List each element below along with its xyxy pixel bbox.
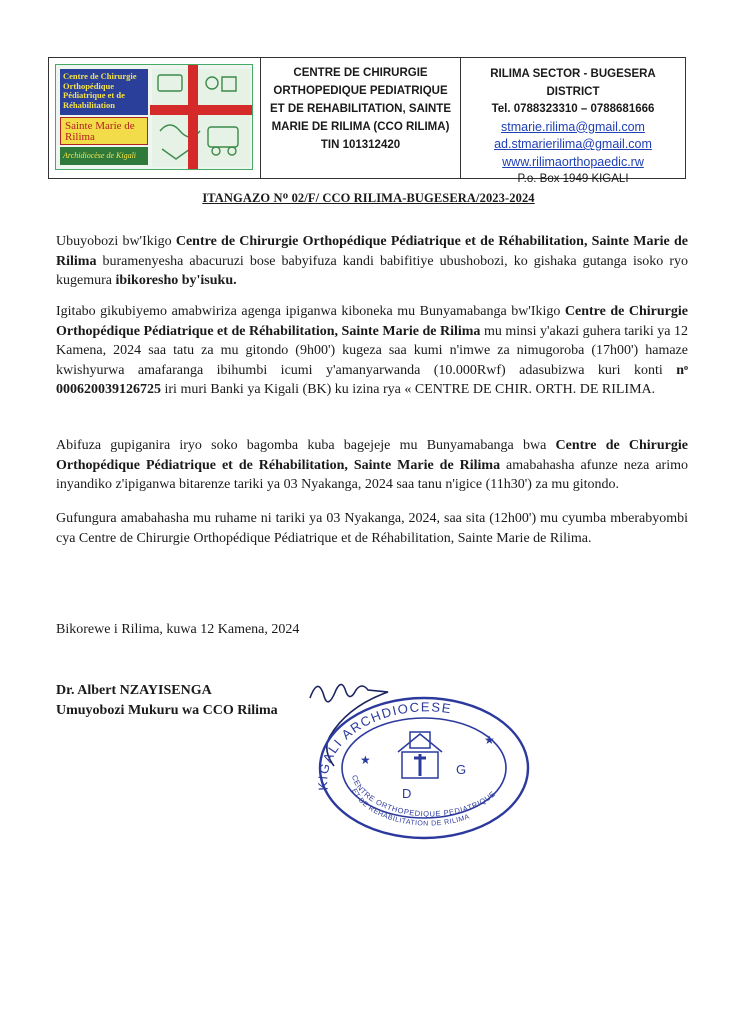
contact-telephone: Tel. 0788323310 – 0788681666 <box>491 103 655 115</box>
p1-text-c: buramenyesha abacuruzi bose babyifuza kandi babifitiye ubushobozi, ko gishaka gutanga isoko ryo kugemura <box>56 253 688 288</box>
p1-subject: ibikoresho by'isuku. <box>115 273 237 288</box>
p2-text-e: iri muri Banki ya Kigali (BK) ku izina rya « CENTRE DE CHIR. ORTH. DE RILIMA. <box>161 382 656 397</box>
logo-red-cross-horizontal <box>150 105 253 115</box>
logo-illustration-icon <box>152 69 250 167</box>
p3-text-a: Abifuza gupiganira iryo soko bagomba kuba bagejeje mu Bunyamabanga bwa <box>56 438 556 453</box>
p2-institution: Centre de Chirurgie Orthopédique Pédiatrique et de Réhabilitation, Sainte Marie de Rilima <box>56 304 688 339</box>
contact-po-box: P.o. Box 1949 KIGALI <box>517 173 629 185</box>
contact-email-1[interactable]: stmarie.rilima@gmail.com <box>501 119 645 134</box>
stamp-letter-d: D <box>402 786 412 801</box>
p3-text-c: amabahasha afunze neza arimo inyandiko z'ipiganwa bitarenze tariki ya 03 Nyakanga, 2024 saa tanu n'igice (11h30') za mu gitondo. <box>56 457 688 492</box>
p1-text-a: Ubuyobozi bw'Ikigo <box>56 234 176 249</box>
notice-title: ITANGAZO Nᴼ 02/F/ CCO RILIMA-BUGESERA/2023-2024 <box>202 191 535 205</box>
paragraph-3 <box>56 436 688 495</box>
svg-text:KIGALI ARCHDIOCESE <box>315 699 453 791</box>
logo-green-panel: Archidiocèse de Kigali <box>60 147 148 165</box>
paragraph-4 <box>56 509 688 548</box>
stamp-letter-g: G <box>456 762 467 777</box>
letterhead <box>48 57 686 185</box>
paragraph-2 <box>56 302 688 400</box>
logo-yellow-panel: Sainte Marie de Rilima <box>60 117 148 145</box>
signatory-block <box>56 681 278 721</box>
contact-email-2[interactable]: ad.stmarierilima@gmail.com <box>494 137 652 151</box>
p2-text-a: Igitabo gikubiyemo amabwiriza agenga ipiganwa kiboneka mu Bunyamabanga bw'Ikigo <box>56 304 565 319</box>
institution-line-2: ORTHOPEDIQUE PEDIATRIQUE <box>273 85 448 97</box>
institution-logo <box>55 64 253 170</box>
stamp-inner-text-bottom: ET DE REHABILITATION DE RILIMA <box>350 787 471 828</box>
p1-institution: Centre de Chirurgie Orthopédique Pédiatrique et de Réhabilitation, Sainte Marie de Rilima <box>56 234 688 269</box>
logo-red-cross-vertical <box>188 65 198 170</box>
p3-institution: Centre de Chirurgie Orthopédique Pédiatrique et de Réhabilitation, Sainte Marie de Rilima <box>56 438 689 473</box>
p4-text-a: Gufungura amabahasha mu ruhame ni tariki ya 03 Nyakanga, 2024, saa sita (12h00') mu cyumba mberabyombi cya Centre de Chirurgie Orthopédique Pédiatrique et de Réhabilitation, Sainte Marie de Rilima. <box>56 511 688 546</box>
letterhead-logo-cell <box>49 58 261 178</box>
stamp-outer-text: KIGALI ARCHDIOCESE <box>315 699 453 791</box>
stamp-emblem-icon <box>398 732 442 778</box>
letterhead-institution-name <box>261 58 461 178</box>
p2-text-c: mu minsi y'akazi guhera tariki ya 12 Kamena, 2024 saa tatu za mu gitondo (9h00') kugeza saa kumi n'imwe za nimugoroba (17h00') hamaze kwishyurwa amafaranga ibihumbi icumi y'amanyarwanda (10.000Rwf) adasubizwa kuri konti <box>56 323 688 378</box>
institution-line-3: ET DE REHABILITATION, SAINTE <box>269 103 452 115</box>
institution-line-4: MARIE DE RILIMA (CCO RILIMA) <box>271 121 450 133</box>
signatory-role: Umuyobozi Mukuru wa CCO Rilima <box>56 703 278 718</box>
institution-tin: TIN 101312420 <box>320 139 401 151</box>
institution-line-1: CENTRE DE CHIRURGIE <box>293 67 428 79</box>
stamp-star-left-icon: ★ <box>360 753 371 767</box>
contact-sector: RILIMA SECTOR - BUGESERA DISTRICT <box>490 68 656 98</box>
stamp-inner-text-top: CENTRE ORTHOPEDIQUE PEDIATRIQUE <box>349 773 498 819</box>
date-line: Bikorewe i Rilima, kuwa 12 Kamena, 2024 <box>56 622 300 637</box>
signatory-name: Dr. Albert NZAYISENGA <box>56 683 212 698</box>
p2-account-number: nᵒ 000620039126725 <box>56 362 688 397</box>
letterhead-contacts <box>461 58 685 185</box>
paragraph-1 <box>56 232 688 291</box>
logo-blue-panel: Centre de Chirurgie Orthopédique Pédiatrique et de Réhabilitation <box>60 69 148 115</box>
official-stamp <box>290 672 530 842</box>
contact-website[interactable]: www.rilimaorthopaedic.rw <box>502 154 644 169</box>
stamp-star-right-icon: ★ <box>484 733 495 747</box>
